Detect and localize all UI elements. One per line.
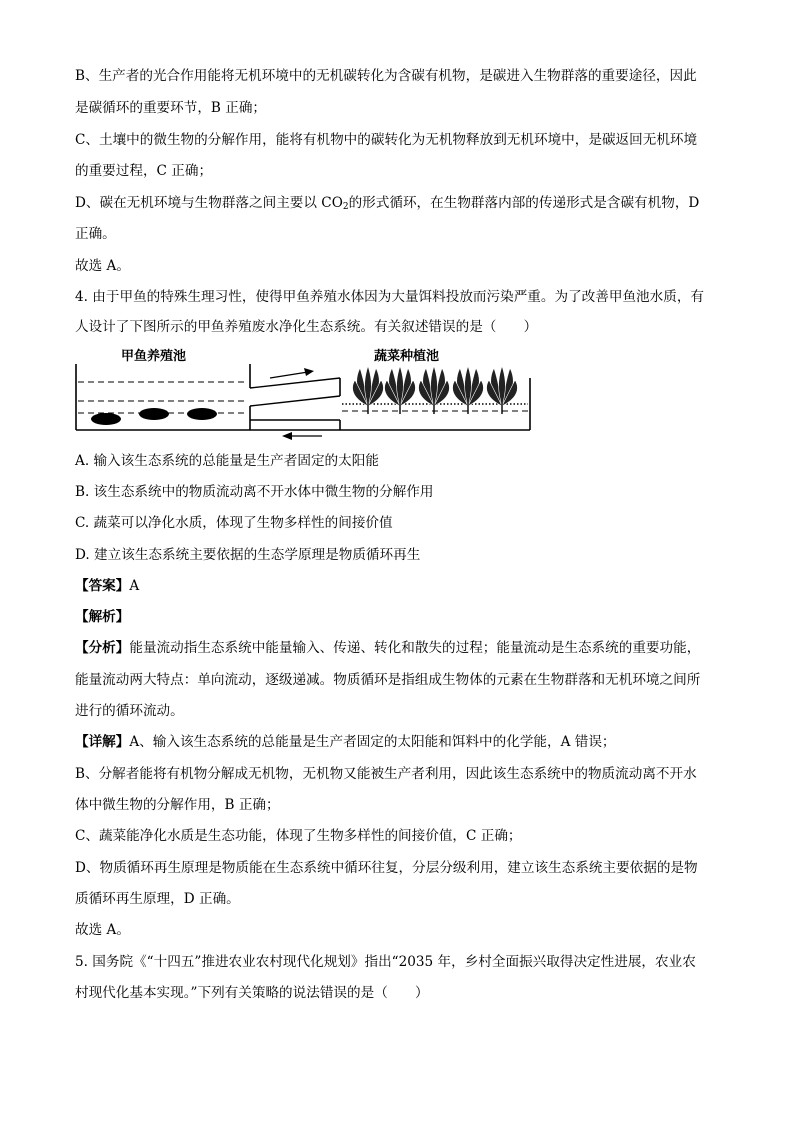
q3-conclusion: 故选 A。	[75, 258, 130, 274]
vegetable-plant-icon	[487, 366, 518, 414]
q4-stem-line1: 4. 由于甲鱼的特殊生理习性，使得甲鱼养殖水体因为大量饵料投放而污染严重。为了改善甲鱼池水质，有	[75, 289, 705, 305]
flow-arrow-right	[270, 372, 308, 378]
q5-stem-line2: 村现代化基本实现。”下列有关策略的说法错误的是（ ）	[75, 985, 429, 1001]
xiangjie-label: 【详解】	[75, 734, 130, 750]
q4-stem-line2: 人设计了下图所示的甲鱼养殖废水净化生态系统。有关叙述错误的是（ ）	[75, 319, 538, 335]
q4-detail-b-line1: B、分解者能将有机物分解成无机物，无机物又能被生产者利用，因此该生态系统中的物质流动离不开水	[75, 766, 697, 782]
turtle-shape	[187, 408, 217, 420]
xiangjie-text: A、输入该生态系统的总能量是生产者固定的太阳能和饵料中的化学能，A 错误；	[129, 734, 616, 750]
q4-detail-d-line1: D、物质循环再生原理是物质能在生态系统中循环往复，分层分级利用，建立该生态系统主要依据的是物	[75, 860, 698, 876]
vegetable-plant-icon	[419, 366, 450, 414]
vegetable-pool-label: 蔬菜种植池	[374, 349, 440, 364]
q4-analysis-label: 【解析】	[75, 609, 130, 625]
q4-fenxi-line1	[75, 638, 725, 658]
q4-detail-c-line1: C、蔬菜能净化水质是生态功能，体现了生物多样性的间接价值，C 正确；	[75, 828, 522, 844]
q5-stem-line1: 5. 国务院《“十四五”推进农业农村现代化规划》指出“2035 年，乡村全面振兴取得决定性进展，农业农	[75, 954, 696, 970]
q3-option-c-line1: C、土壤中的微生物的分解作用，能将有机物中的碳转化为无机物释放到无机环境中，是碳返回无机环境	[75, 132, 698, 148]
aquaculture-diagram	[68, 344, 538, 440]
vegetable-pool	[340, 366, 530, 430]
turtle-pool-label: 甲鱼养殖池	[121, 349, 187, 364]
vegetable-plant-icon	[453, 366, 484, 414]
q4-fenxi-line3: 进行的循环流动。	[75, 703, 184, 719]
turtle-pool	[76, 364, 250, 430]
q4-option-a: A. 输入该生态系统的总能量是生产者固定的太阳能	[75, 453, 379, 469]
q4-detail-d-line2: 质循环再生原理，D 正确。	[75, 891, 240, 907]
q3-option-b-line1: B、生产者的光合作用能将无机环境中的无机碳转化为含碳有机物，是碳进入生物群落的重要途径，因此	[75, 68, 697, 84]
q4-option-b: B. 该生态系统中的物质流动离不开水体中微生物的分解作用	[75, 484, 434, 500]
q3-d-text-post: 的形式循环，在生物群落内部的传递形式是含碳有机物，D	[348, 195, 700, 211]
q4-option-c: C. 蔬菜可以净化水质，体现了生物多样性的间接价值	[75, 515, 393, 531]
q4-xiangjie-line1	[75, 732, 725, 752]
q3-d-text-pre: D、碳在无机环境与生物群落之间主要以 CO	[75, 195, 343, 211]
q3-option-b-line2: 是碳循环的重要环节，B 正确；	[75, 100, 267, 116]
fenxi-text: 能量流动指生态系统中能量输入、传递、转化和散失的过程；能量流动是生态系统的重要功能，	[129, 640, 701, 656]
connecting-channel	[250, 368, 340, 440]
q4-answer	[75, 576, 725, 596]
q3-option-d-line1	[75, 193, 725, 213]
vegetable-plants	[353, 366, 518, 414]
vegetable-plant-icon	[353, 366, 384, 414]
turtle-shape	[139, 408, 169, 420]
q4-detail-b-line2: 体中微生物的分解作用，B 正确；	[75, 797, 280, 813]
q4-conclusion: 故选 A。	[75, 922, 130, 938]
q3-option-d-line2: 正确。	[75, 226, 116, 242]
q3-d-subscript: 2	[342, 202, 349, 212]
answer-label: 【答案】	[75, 578, 130, 594]
q4-option-d: D. 建立该生态系统主要依据的生态学原理是物质循环再生	[75, 547, 421, 563]
vegetable-plant-icon	[385, 366, 416, 414]
turtle-shape	[91, 413, 121, 425]
q4-fenxi-line2: 能量流动两大特点：单向流动，逐级递减。物质循环是指组成生物体的元素在生物群落和无机环境之间所	[75, 672, 701, 688]
answer-value: A	[129, 578, 140, 594]
fenxi-label: 【分析】	[75, 640, 130, 656]
q3-option-c-line2: 的重要过程，C 正确；	[75, 163, 213, 179]
